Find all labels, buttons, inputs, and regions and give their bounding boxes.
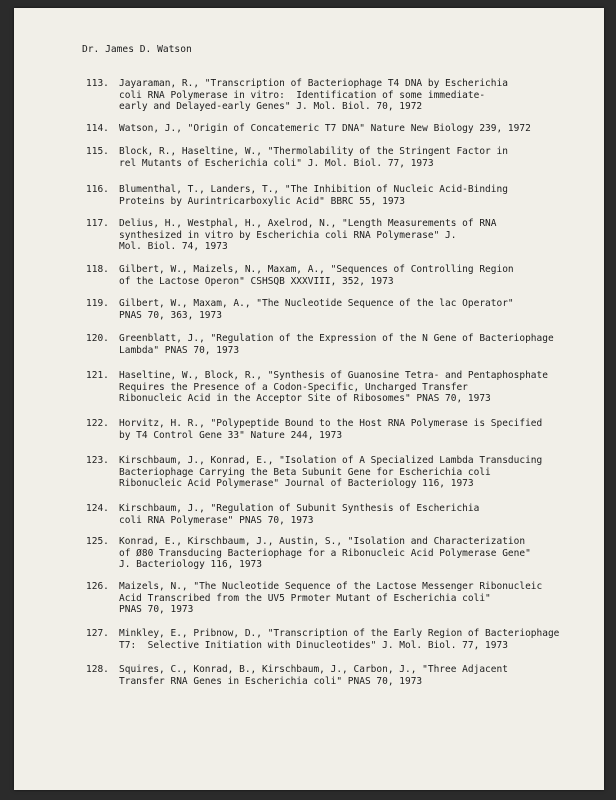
page-header-author: Dr. James D. Watson [82, 44, 192, 55]
reference-citation [119, 123, 589, 135]
citation-line: of the Lactose Operon" CSHSQB XXXVIII, 352, 1973 [119, 275, 394, 287]
citation-line: coli RNA Polymerase in vitro: Identification of some immediate- [119, 89, 486, 101]
reference-citation [119, 581, 589, 616]
citation-line: Gilbert, W., Maizels, N., Maxam, A., "Sequences of Controlling Region [119, 264, 514, 275]
citation-line: T7: Selective Initiation with Dinucleotides" J. Mol. Biol. 77, 1973 [119, 639, 508, 651]
citation-line: synthesized in vitro by Escherichia coli RNA Polymerase" J. [119, 229, 457, 241]
citation-line: Blumenthal, T., Landers, T., "The Inhibition of Nucleic Acid-Binding [119, 184, 508, 195]
reference-number: 119. [86, 298, 109, 309]
reference-citation [119, 184, 589, 207]
reference-citation [119, 664, 589, 687]
reference-number: 120. [86, 333, 109, 344]
reference-citation [119, 628, 589, 651]
citation-line: Gilbert, W., Maxam, A., "The Nucleotide Sequence of the lac Operator" [119, 298, 514, 309]
citation-line: Transfer RNA Genes in Escherichia coli" PNAS 70, 1973 [119, 675, 423, 687]
reference-number: 125. [86, 536, 109, 547]
reference-citation [119, 418, 589, 441]
citation-line: Horvitz, H. R., "Polypeptide Bound to the Host RNA Polymerase is Specified [119, 418, 543, 429]
reference-citation [119, 218, 589, 253]
citation-line: Acid Transcribed from the UV5 Prmoter Mutant of Escherichia coli" [119, 592, 491, 604]
reference-number: 123. [86, 455, 109, 466]
citation-line: Mol. Biol. 74, 1973 [119, 241, 228, 253]
citation-line: Proteins by Aurintricarboxylic Acid" BBRC 55, 1973 [119, 195, 405, 207]
citation-line: Delius, H., Westphal, H., Axelrod, N., "Length Measurements of RNA [119, 218, 497, 229]
reference-number: 126. [86, 581, 109, 592]
citation-line: Maizels, N., "The Nucleotide Sequence of the Lactose Messenger Ribonucleic [119, 581, 543, 592]
citation-line: Squires, C., Konrad, B., Kirschbaum, J., Carbon, J., "Three Adjacent [119, 664, 508, 675]
citation-line: Watson, J., "Origin of Concatemeric T7 DNA" Nature New Biology 239, 1972 [119, 123, 531, 134]
reference-citation [119, 146, 589, 169]
reference-citation [119, 536, 589, 571]
reference-number: 116. [86, 184, 109, 195]
citation-line: Jayaraman, R., "Transcription of Bacteriophage T4 DNA by Escherichia [119, 78, 508, 89]
citation-line: Requires the Presence of a Codon-Specific, Uncharged Transfer [119, 381, 468, 393]
citation-line: Ribonucleic Acid Polymerase" Journal of Bacteriology 116, 1973 [119, 478, 474, 490]
reference-number: 117. [86, 218, 109, 229]
reference-citation [119, 370, 589, 405]
reference-number: 114. [86, 123, 109, 134]
reference-number: 127. [86, 628, 109, 639]
reference-citation [119, 298, 589, 321]
reference-citation [119, 503, 589, 526]
reference-number: 124. [86, 503, 109, 514]
citation-line: rel Mutants of Escherichia coli" J. Mol. Biol. 77, 1973 [119, 157, 434, 169]
citation-line: Minkley, E., Pribnow, D., "Transcription of the Early Region of Bacteriophage [119, 628, 560, 639]
citation-line: coli RNA Polymerase" PNAS 70, 1973 [119, 514, 314, 526]
citation-line: Greenblatt, J., "Regulation of the Expression of the N Gene of Bacteriophage [119, 333, 554, 344]
reference-citation [119, 78, 589, 113]
reference-number: 113. [86, 78, 109, 89]
citation-line: PNAS 70, 1973 [119, 604, 194, 616]
citation-line: Kirschbaum, J., Konrad, E., "Isolation of A Specialized Lambda Transducing [119, 455, 543, 466]
citation-line: Lambda" PNAS 70, 1973 [119, 344, 240, 356]
reference-number: 122. [86, 418, 109, 429]
citation-line: Block, R., Haseltine, W., "Thermolability of the Stringent Factor in [119, 146, 508, 157]
document-page [14, 8, 604, 790]
citation-line: Haseltine, W., Block, R., "Synthesis of Guanosine Tetra- and Pentaphosphate [119, 370, 548, 381]
citation-line: early and Delayed-early Genes" J. Mol. Biol. 70, 1972 [119, 101, 423, 113]
citation-line: by T4 Control Gene 33" Nature 244, 1973 [119, 429, 343, 441]
reference-citation [119, 264, 589, 287]
reference-number: 115. [86, 146, 109, 157]
citation-line: of Ø80 Transducing Bacteriophage for a Ribonucleic Acid Polymerase Gene" [119, 547, 531, 559]
citation-line: Kirschbaum, J., "Regulation of Subunit Synthesis of Escherichia [119, 503, 480, 514]
reference-number: 121. [86, 370, 109, 381]
citation-line: Konrad, E., Kirschbaum, J., Austin, S., "Isolation and Characterization [119, 536, 526, 547]
citation-line: Bacteriophage Carrying the Beta Subunit Gene for Escherichia coli [119, 466, 491, 478]
citation-line: Ribonucleic Acid in the Acceptor Site of Ribosomes" PNAS 70, 1973 [119, 393, 491, 405]
reference-citation [119, 333, 589, 356]
reference-citation [119, 455, 589, 490]
reference-number: 118. [86, 264, 109, 275]
citation-line: PNAS 70, 363, 1973 [119, 309, 222, 321]
citation-line: J. Bacteriology 116, 1973 [119, 559, 262, 571]
reference-number: 128. [86, 664, 109, 675]
